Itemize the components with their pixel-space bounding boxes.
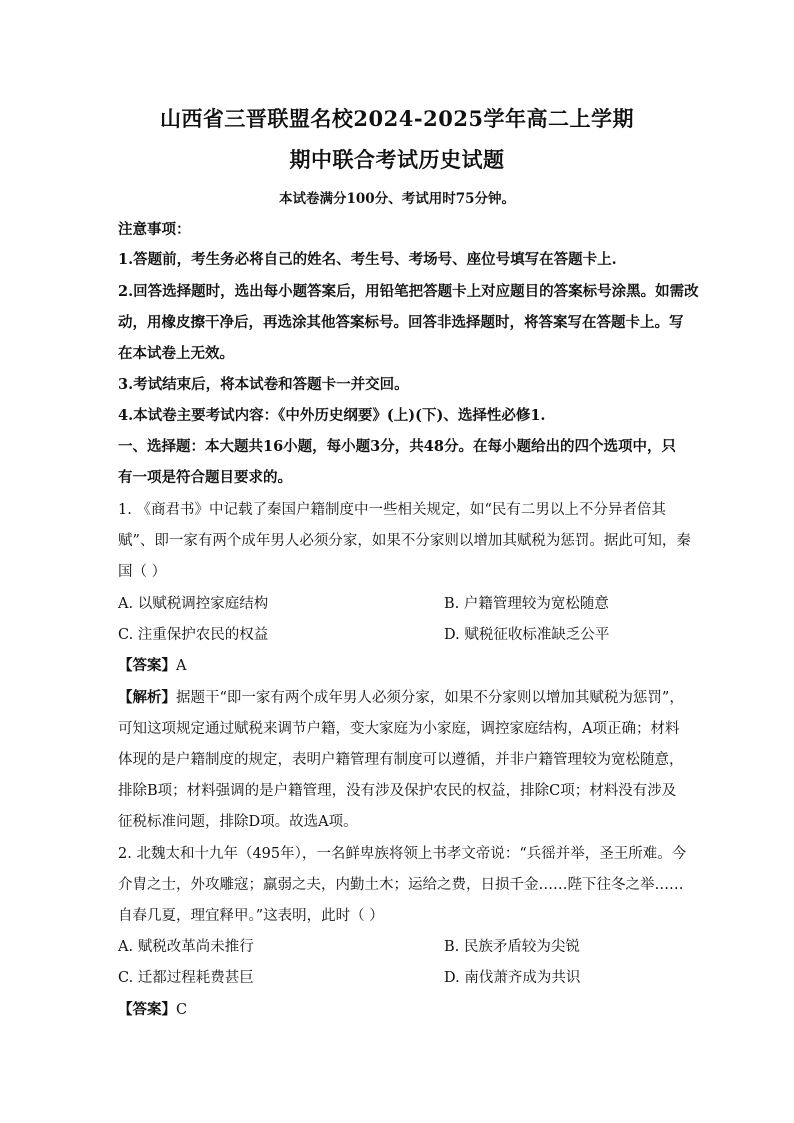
q1-option-d: D. 赋税征收标准缺乏公平 — [444, 627, 610, 643]
notice-item-2-line1: 2.回答选择题时，选出每小题答案后，用铅笔把答题卡上对应题目的答案标号涂黑。如需改 — [118, 283, 699, 300]
q2-answer-value: C — [176, 1002, 188, 1018]
notice-item-3: 3.考试结束后，将本试卷和答题卡一并交回。 — [118, 376, 409, 393]
exam-title-line2: 期中联合考试历史试题 — [289, 147, 505, 172]
notice-item-4: 4.本试卷主要考试内容：《中外历史纲要》(上)(下)、选择性必修1. — [118, 407, 546, 424]
q1-analysis-line4: 排除B项；材料强调的是户籍管理，没有涉及保护农民的权益，排除C项；材料没有涉及 — [118, 783, 677, 799]
notice-item-2-line2: 动，用橡皮擦干净后，再选涂其他答案标号。回答非选择题时，将答案写在答题卡上。写 — [118, 314, 684, 331]
section-heading-line2: 有一项是符合题目要求的。 — [118, 469, 292, 486]
q1-option-b: B. 户籍管理较为宽松随意 — [444, 596, 609, 612]
q2-answer — [118, 998, 678, 1019]
notice-heading: 注意事项： — [118, 221, 191, 238]
q1-analysis-line5: 征税标准问题，排除D项。故选A项。 — [118, 814, 358, 830]
q2-stem-line1: 2. 北魏太和十九年（495年），一名鲜卑族将领上书孝文帝说：“兵徭并举，圣王所难。今 — [118, 846, 687, 862]
q1-answer — [118, 654, 678, 675]
q1-analysis-label: 【解析】 — [118, 689, 176, 706]
q1-analysis-line3: 体现的是户籍制度的规定，表明户籍管理有制度可以遵循，并非户籍管理较为宽松随意， — [118, 752, 684, 768]
q1-stem-line3: 国（ ） — [118, 564, 167, 580]
exam-subtitle: 本试卷满分100分、考试用时75分钟。 — [279, 191, 515, 207]
section-heading-line1: 一、选择题：本大题共16小题，每小题3分，共48分。在每小题给出的四个选项中，只 — [118, 438, 676, 455]
q2-stem-line2: 介胄之士，外攻雕寇；羸弱之夫，内勤土木；运给之费，日损千金……陛下往冬之举…… — [118, 877, 684, 893]
q1-analysis-text1: 据题干“即一家有两个成年男人必须分家，如果不分家则以增加其赋税为惩罚”， — [176, 690, 684, 706]
notice-item-2-line3: 在本试卷上无效。 — [118, 345, 234, 362]
exam-title-line1: 山西省三晋联盟名校2024-2025学年高二上学期 — [159, 106, 635, 131]
q2-stem-line3: 自春几夏，理宜释甲。”这表明，此时（ ） — [118, 908, 384, 924]
q2-option-c: C. 迁都过程耗费甚巨 — [118, 970, 254, 986]
q1-option-c: C. 注重保护农民的权益 — [118, 627, 269, 643]
q2-option-b: B. 民族矛盾较为尖锐 — [444, 939, 580, 955]
q1-stem-line1: 1. 《商君书》中记载了秦国户籍制度中一些相关规定，如“民有二男以上不分异者倍其 — [118, 502, 666, 518]
q1-stem-line2: 赋”、即一家有两个成年男人必须分家，如果不分家则以增加其赋税为惩罚。据此可知，秦 — [118, 533, 691, 549]
q2-option-a: A. 赋税改革尚未推行 — [118, 939, 254, 955]
q2-answer-label: 【答案】 — [118, 1001, 176, 1018]
q1-analysis-line2: 可知这项规定通过赋税来调节户籍，变大家庭为小家庭，调控家庭结构，A项正确；材料 — [118, 721, 680, 737]
q2-option-d: D. 南伐萧齐成为共识 — [444, 970, 581, 986]
q1-answer-value: A — [176, 658, 187, 674]
q1-analysis-line1 — [118, 686, 684, 707]
q1-answer-label: 【答案】 — [118, 657, 176, 674]
notice-item-1: 1.答题前，考生务必将自己的姓名、考生号、考场号、座位号填写在答题卡上. — [118, 251, 617, 268]
q1-option-a: A. 以赋税调控家庭结构 — [118, 596, 269, 612]
